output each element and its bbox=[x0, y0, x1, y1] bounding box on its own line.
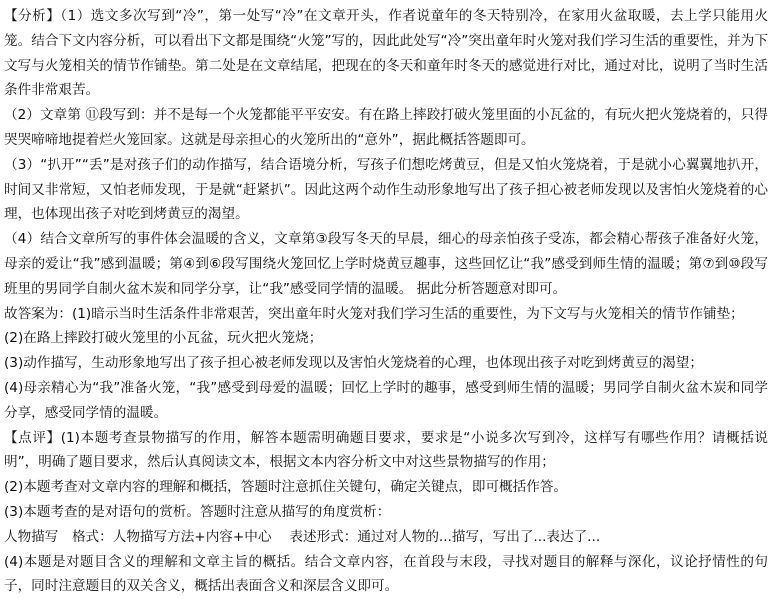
comment-paragraph-3: (3)本题考查的是对语句的赏析。答题时注意从描写的角度赏析： bbox=[4, 503, 391, 520]
analysis-paragraph-1: 【分析】（1）选文多次写到“冷”，第一处写“冷”在文章开头，作者说童年的冬天特别冷，在家用火盆取暖，去上学只能用火笼。结合下文内容分析，可以看出下文都是围绕“火笼”写的，因此此处写“冷”突出童年时火笼对我们学习生活的重要性，并为下文写与火笼相关的情节作铺垫。第二处是在文章结尾，把现在的冬天和童年时冬天的感觉进行对比，通过对比，说明了当时生活条件非常艰苦。 bbox=[4, 8, 768, 99]
answer-paragraph-3: (3)动作描写，生动形象地写出了孩子担心被老师发现以及害怕火笼烧着的心理，也体现出孩子对吃到烤黄豆的渴望； bbox=[4, 355, 703, 372]
analysis-paragraph-3: （3）“扒开”“丢”是对孩子们的动作描写，结合语境分析，写孩子们想吃烤黄豆，但是又怕火笼烧着，于是就小心翼翼地扒开，时间又非常短，又怕老师发现，于是就“赶紧扒”。因此这两个动作生动形象地写出了孩子担心被老师发现以及害怕火笼烧着的心理，也体现出孩子对吃到烤黄豆的渴望。 bbox=[4, 156, 768, 223]
comment-paragraph-2: (2)本题考查对文章内容的理解和概括，答题时注意抓住关键句，确定关键点，即可概括作答。 bbox=[4, 479, 568, 496]
comment-paragraph-4: 人物描写 格式：人物描写方法+内容+中心 表述形式：通过对人物的...描写，写出了...表达了... bbox=[4, 528, 601, 545]
comment-paragraph-5: (4)本题是对题目含义的理解和文章主旨的概括。结合文章内容，在首段与末段，寻找对题目的解释与深化，议论抒情性的句子，同时注意题目的双关含义，概括出表面含义和深层含义即可。 bbox=[4, 553, 768, 595]
answer-paragraph-4: (4)母亲精心为“我”准备火笼，“我”感受到母爱的温暖；回忆上学时的趣事，感受到师生情的温暖；男同学自制火盆木炭和同学分享，感受同学情的温暖。 bbox=[4, 379, 768, 421]
analysis-paragraph-2: （2）文章第 ⑪段写到：并不是每一个火笼都能平平安安。有在路上摔跤打破火笼里面的小瓦盆的，有玩火把火笼烧着的，只得哭哭啼啼地提着烂火笼回家。这就是母亲担心的火笼所出的“意外”，据此概括答题即可。 bbox=[4, 107, 768, 148]
answer-paragraph-2: (2)在路上摔跤打破火笼里的小瓦盆，玩火把火笼烧； bbox=[4, 330, 323, 347]
answer-paragraph-1: 故答案为：(1)暗示当时生活条件非常艰苦，突出童年时火笼对我们学习生活的重要性，为下文写与火笼相关的情节作铺垫； bbox=[4, 305, 744, 322]
analysis-paragraph-4: （4）结合文章所写的事件体会温暖的含义，文章第③段写冬天的早晨，细心的母亲怕孩子受冻，都会精心帮孩子准备好火笼，母亲的爱让“我”感到温暖；第④到⑥段写围绕火笼回忆上学时烧黄豆趣事，这些回忆让“我”感受到师生情的温暖；第⑦到⑩段写班里的男同学自制火盆木炭和同学分享，让“我”感受同学情的温暖。 据此分析答题意对即可。 bbox=[4, 231, 768, 297]
comment-paragraph-1: 【点评】(1)本题考查景物描写的作用，解答本题需明确题目要求，要求是“小说多次写到冷，这样写有哪些作用？请概括说明”，明确了题目要求，然后认真阅读文本，根据文本内容分析文中对这些景物描写的作用； bbox=[4, 429, 768, 471]
